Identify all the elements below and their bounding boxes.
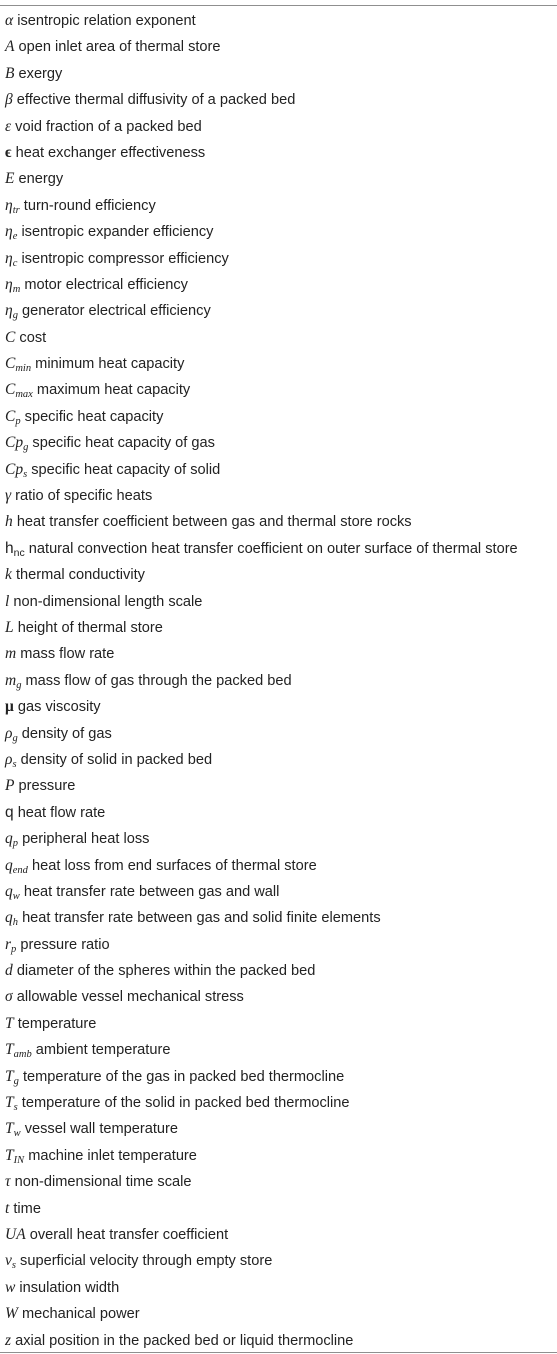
entry-subscript: g [13, 1075, 19, 1087]
nomenclature-entry [0, 1116, 518, 1142]
entry-subscript: s [12, 758, 17, 770]
entry-symbol: T [5, 1067, 14, 1085]
nomenclature-entry [0, 61, 518, 87]
entry-description: open inlet area of thermal store [18, 39, 221, 56]
entry-symbol: k [5, 566, 12, 584]
entry-description: ambient temperature [35, 1042, 171, 1059]
entry-description: cost [19, 329, 47, 346]
entry-description: mechanical power [21, 1306, 140, 1323]
entry-description: heat transfer rate between gas and wall [23, 883, 280, 900]
entry-description: pressure [18, 778, 76, 795]
nomenclature-entry [0, 1064, 518, 1090]
entry-subscript: w [12, 890, 20, 902]
nomenclature-entry [0, 1143, 518, 1169]
nomenclature-entry [0, 747, 518, 773]
entry-subscript: p [12, 838, 18, 850]
entry-subscript: p [15, 415, 21, 427]
nomenclature-entry [0, 166, 518, 192]
entry-symbol: σ [5, 988, 13, 1006]
entry-subscript: c [12, 257, 18, 269]
entry-subscript: h [12, 917, 18, 929]
nomenclature-entry [0, 641, 518, 667]
nomenclature-entry [0, 509, 518, 535]
entry-symbol: C [5, 355, 16, 373]
entry-description: overall heat transfer coefficient [29, 1226, 229, 1243]
nomenclature-entry [0, 1196, 518, 1222]
entry-description: specific heat capacity [24, 408, 164, 425]
entry-description: machine inlet temperature [28, 1147, 197, 1164]
entry-description: gas viscosity [17, 699, 101, 716]
entry-description: diameter of the spheres within the packed bed [16, 963, 316, 980]
nomenclature-entry [0, 1090, 518, 1116]
nomenclature-entry [0, 483, 518, 509]
entry-description: natural convection heat transfer coefficient on outer surface of thermal store [28, 540, 518, 557]
entry-symbol: C [5, 328, 16, 346]
nomenclature-entry [0, 932, 518, 958]
entry-description: height of thermal store [17, 619, 163, 636]
entry-description: ratio of specific heats [15, 488, 153, 505]
entry-subscript: s [11, 1260, 16, 1272]
nomenclature-entry [0, 219, 518, 245]
nomenclature-entry [0, 1248, 518, 1274]
nomenclature-entry [0, 1222, 518, 1248]
entry-subscript: max [15, 389, 33, 401]
entry-description: time [13, 1200, 41, 1217]
entry-symbol: q [5, 803, 14, 821]
nomenclature-entry [0, 404, 518, 430]
entry-description: temperature [17, 1015, 97, 1032]
entry-symbol: ϵ [5, 143, 12, 161]
entry-symbol: Cp [5, 460, 24, 478]
entry-description: temperature of the gas in packed bed thermocline [22, 1068, 345, 1085]
entry-description: non-dimensional time scale [14, 1174, 192, 1191]
entry-subscript: end [12, 864, 28, 876]
entry-symbol: η [5, 249, 13, 267]
nomenclature-entry [0, 1328, 518, 1354]
nomenclature-entry [0, 668, 518, 694]
entry-symbol: w [5, 1278, 16, 1296]
nomenclature-entry [0, 298, 518, 324]
entry-description: isentropic relation exponent [17, 13, 196, 29]
nomenclature-entry [0, 694, 518, 720]
entry-symbol: t [5, 1199, 10, 1217]
top-rule [0, 5, 557, 6]
nomenclature-entry [0, 589, 518, 615]
entry-description: isentropic expander efficiency [21, 224, 214, 241]
nomenclature-entry [0, 1011, 518, 1037]
entry-symbol: ρ [5, 724, 13, 742]
entry-symbol: UA [5, 1225, 26, 1243]
nomenclature-entry [0, 1275, 518, 1301]
entry-description: non-dimensional length scale [13, 593, 203, 610]
nomenclature-entry [0, 34, 518, 60]
entry-symbol: ε [5, 117, 12, 135]
nomenclature-entry [0, 800, 518, 826]
nomenclature-list [0, 8, 518, 1354]
nomenclature-entry [0, 457, 518, 483]
entry-symbol: P [5, 777, 15, 795]
entry-symbol: l [5, 592, 10, 610]
entry-symbol: Cp [5, 434, 24, 452]
entry-symbol: W [5, 1305, 18, 1323]
entry-description: heat transfer coefficient between gas and thermal store rocks [16, 514, 412, 531]
entry-description: peripheral heat loss [22, 831, 150, 848]
entry-description: density of gas [21, 725, 112, 742]
nomenclature-entry [0, 325, 518, 351]
entry-symbol: A [5, 38, 15, 56]
nomenclature-entry [0, 114, 518, 140]
nomenclature-entry [0, 562, 518, 588]
entry-subscript: amb [13, 1049, 32, 1061]
entry-description: isentropic compressor efficiency [21, 250, 229, 267]
entry-description: motor electrical efficiency [24, 276, 188, 293]
entry-description: energy [18, 171, 64, 188]
entry-description: heat exchanger effectiveness [15, 144, 206, 161]
entry-symbol: q [5, 830, 13, 848]
entry-description: superficial velocity through empty store [20, 1253, 273, 1270]
entry-subscript: g [12, 310, 18, 322]
entry-symbol: z [5, 1331, 12, 1349]
entry-subscript: min [15, 363, 32, 375]
entry-symbol: η [5, 223, 13, 241]
nomenclature-entry [0, 905, 518, 931]
entry-symbol: γ [5, 487, 12, 505]
entry-symbol: C [5, 407, 16, 425]
entry-symbol: q [5, 856, 13, 874]
nomenclature-entry [0, 853, 518, 879]
entry-description: axial position in the packed bed or liquid thermocline [15, 1332, 354, 1349]
nomenclature-entry [0, 536, 518, 562]
nomenclature-entry [0, 1037, 518, 1063]
entry-symbol: E [5, 170, 15, 188]
nomenclature-entry [0, 8, 518, 34]
entry-symbol: η [5, 196, 13, 214]
entry-description: thermal conductivity [15, 567, 145, 584]
entry-symbol: ρ [5, 750, 13, 768]
entry-symbol: T [5, 1014, 14, 1032]
entry-symbol: C [5, 381, 16, 399]
entry-symbol: μ [5, 698, 14, 716]
entry-subscript: p [11, 943, 17, 955]
nomenclature-entry [0, 826, 518, 852]
entry-description: pressure ratio [20, 936, 110, 953]
entry-symbol: m [5, 645, 17, 663]
entry-subscript: tr [12, 204, 20, 216]
entry-subscript: m [12, 283, 21, 295]
entry-description: exergy [18, 65, 63, 82]
entry-subscript: nc [13, 546, 25, 559]
entry-description: mass flow of gas through the packed bed [25, 672, 292, 689]
entry-subscript: s [13, 1102, 18, 1114]
entry-description: maximum heat capacity [36, 382, 191, 399]
entry-symbol: α [5, 12, 14, 29]
entry-symbol: β [5, 91, 13, 109]
entry-description: density of solid in packed bed [20, 751, 213, 768]
entry-description: vessel wall temperature [24, 1121, 179, 1138]
entry-subscript: IN [13, 1154, 25, 1166]
nomenclature-entry [0, 1169, 518, 1195]
nomenclature-entry [0, 773, 518, 799]
nomenclature-entry [0, 87, 518, 113]
entry-symbol: h [5, 539, 14, 557]
entry-symbol: d [5, 962, 13, 980]
entry-description: specific heat capacity of solid [31, 461, 221, 478]
nomenclature-entry [0, 377, 518, 403]
entry-symbol: T [5, 1120, 14, 1138]
entry-subscript: g [12, 732, 18, 744]
entry-description: turn-round efficiency [23, 197, 156, 214]
nomenclature-entry [0, 721, 518, 747]
nomenclature-entry [0, 272, 518, 298]
nomenclature-entry [0, 140, 518, 166]
nomenclature-entry [0, 615, 518, 641]
nomenclature-entry [0, 984, 518, 1010]
entry-symbol: η [5, 275, 13, 293]
entry-subscript: g [23, 442, 29, 454]
nomenclature-entry [0, 351, 518, 377]
entry-symbol: B [5, 64, 15, 82]
entry-symbol: q [5, 882, 13, 900]
entry-description: heat loss from end surfaces of thermal store [31, 857, 317, 874]
entry-description: allowable vessel mechanical stress [16, 989, 244, 1006]
entry-description: heat transfer rate between gas and solid finite elements [22, 910, 381, 927]
entry-symbol: r [5, 935, 12, 953]
entry-description: insulation width [19, 1279, 120, 1296]
nomenclature-entry [0, 958, 518, 984]
nomenclature-entry [0, 430, 518, 456]
entry-description: void fraction of a packed bed [15, 118, 202, 135]
entry-subscript: e [12, 231, 18, 243]
entry-symbol: T [5, 1146, 14, 1164]
entry-description: specific heat capacity of gas [32, 435, 215, 452]
entry-description: effective thermal diffusivity of a packed bed [16, 92, 296, 109]
entry-symbol: T [5, 1041, 14, 1059]
entry-symbol: L [5, 618, 14, 636]
entry-symbol: η [5, 302, 13, 320]
entry-symbol: h [5, 513, 13, 531]
entry-description: mass flow rate [20, 646, 115, 663]
nomenclature-entry [0, 1301, 518, 1327]
entry-symbol: m [5, 671, 17, 689]
entry-description: minimum heat capacity [35, 356, 185, 373]
entry-symbol: q [5, 909, 13, 927]
nomenclature-entry [0, 246, 518, 272]
entry-subscript: s [23, 468, 28, 480]
entry-symbol: v [5, 1252, 12, 1270]
nomenclature-entry [0, 879, 518, 905]
entry-subscript: g [16, 679, 22, 691]
nomenclature-entry [0, 193, 518, 219]
entry-description: temperature of the solid in packed bed thermocline [21, 1095, 350, 1112]
entry-description: heat flow rate [17, 804, 106, 821]
entry-description: generator electrical efficiency [22, 303, 211, 320]
entry-subscript: w [13, 1128, 21, 1140]
entry-symbol: τ [5, 1173, 11, 1191]
entry-symbol: T [5, 1094, 14, 1112]
